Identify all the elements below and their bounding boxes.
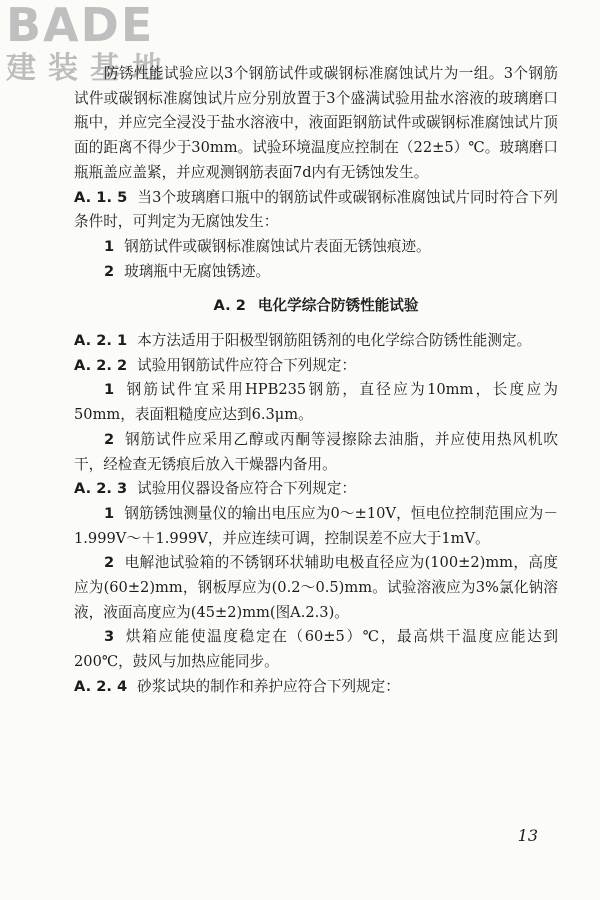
item-number: 1 — [104, 504, 115, 522]
clause-a-2-4 — [74, 675, 558, 700]
document-page — [74, 62, 558, 700]
item-text: 钢筋试件宜采用HPB235钢筋，直径应为10mm，长度应为50mm，表面粗糙度应达到6.3μm。 — [74, 381, 558, 424]
item-number: 2 — [104, 554, 115, 572]
clause-number: A. 2. 4 — [74, 677, 128, 695]
item-text: 烘箱应能使温度稳定在（60±5）℃，最高烘干温度应能达到200℃，鼓风与加热应能同步。 — [74, 628, 558, 671]
logo-subtitle: 建装基地 — [6, 51, 174, 86]
clause-number: A. 2. 1 — [74, 332, 128, 350]
item-text: 钢筋试件应采用乙醇或丙酮等浸擦除去油脂，并应使用热风机吹干，经检查无锈痕后放入干燥器内备用。 — [74, 430, 558, 473]
list-item — [74, 428, 558, 477]
clause-a-2-1 — [74, 329, 558, 354]
list-item — [74, 502, 558, 551]
item-number: 3 — [104, 628, 115, 646]
item-text: 玻璃瓶中无腐蚀锈迹。 — [124, 262, 271, 280]
section-title: 电化学综合防锈性能试验 — [257, 297, 419, 315]
item-number: 1 — [104, 237, 115, 255]
section-heading — [74, 294, 558, 319]
clause-number: A. 1. 5 — [74, 188, 128, 206]
logo-word: BADE — [6, 0, 155, 52]
list-item — [74, 378, 558, 427]
clause-a-2-2 — [74, 354, 558, 379]
clause-a-1-5 — [74, 186, 558, 235]
list-item — [74, 625, 558, 674]
clause-number: A. 2. 2 — [74, 356, 128, 374]
section-number: A. 2 — [213, 297, 246, 315]
item-number: 2 — [104, 430, 115, 448]
list-item — [74, 235, 558, 260]
clause-text: 试验用仪器设备应符合下列规定： — [137, 480, 357, 498]
clause-text: 本方法适用于阳极型钢筋阻锈剂的电化学综合防锈性能测定。 — [137, 332, 532, 350]
clause-text: 试验用钢筋试件应符合下列规定： — [137, 356, 357, 374]
clause-text: 当3个玻璃磨口瓶中的钢筋试件或碳钢标准腐蚀试片同时符合下列条件时，可判定为无腐蚀发生： — [74, 188, 559, 231]
clause-text: 砂浆试块的制作和养护应符合下列规定： — [137, 677, 400, 695]
list-item — [74, 551, 558, 625]
clause-number: A. 2. 3 — [74, 480, 128, 498]
item-text: 钢筋锈蚀测量仪的输出电压应为0～±10V，恒电位控制范围应为－1.999V～＋1.999V，并应连续可调，控制误差不应大于1mV。 — [74, 504, 558, 547]
list-item — [74, 260, 558, 285]
continued-paragraph: 防锈性能试验应以3个钢筋试件或碳钢标准腐蚀试片为一组。3个钢筋试件或碳钢标准腐蚀试片应分别放置于3个盛满试验用盐水溶液的玻璃磨口瓶中，并应完全浸没于盐水溶液中，液面距钢筋试件或碳钢标准腐蚀试片顶面的距离不得少于30mm。试验环境温度应控制在（22±5）℃。玻璃磨口瓶瓶盖应盖紧，并应观测钢筋表面7d内有无锈蚀发生。 — [74, 65, 558, 181]
item-text: 钢筋试件或碳钢标准腐蚀试片表面无锈蚀痕迹。 — [124, 237, 431, 255]
item-text: 电解池试验箱的不锈钢环状辅助电极直径应为(100±2)mm，高度应为(60±2)mm，钢板厚应为(0.2～0.5)mm。试验溶液应为3%氯化钠溶液，液面高度应为(45±2)mm(图A.2.3)。 — [74, 554, 558, 621]
page-number: 13 — [517, 826, 538, 845]
item-number: 1 — [104, 381, 115, 399]
item-number: 2 — [104, 262, 115, 280]
clause-a-2-3 — [74, 477, 558, 502]
